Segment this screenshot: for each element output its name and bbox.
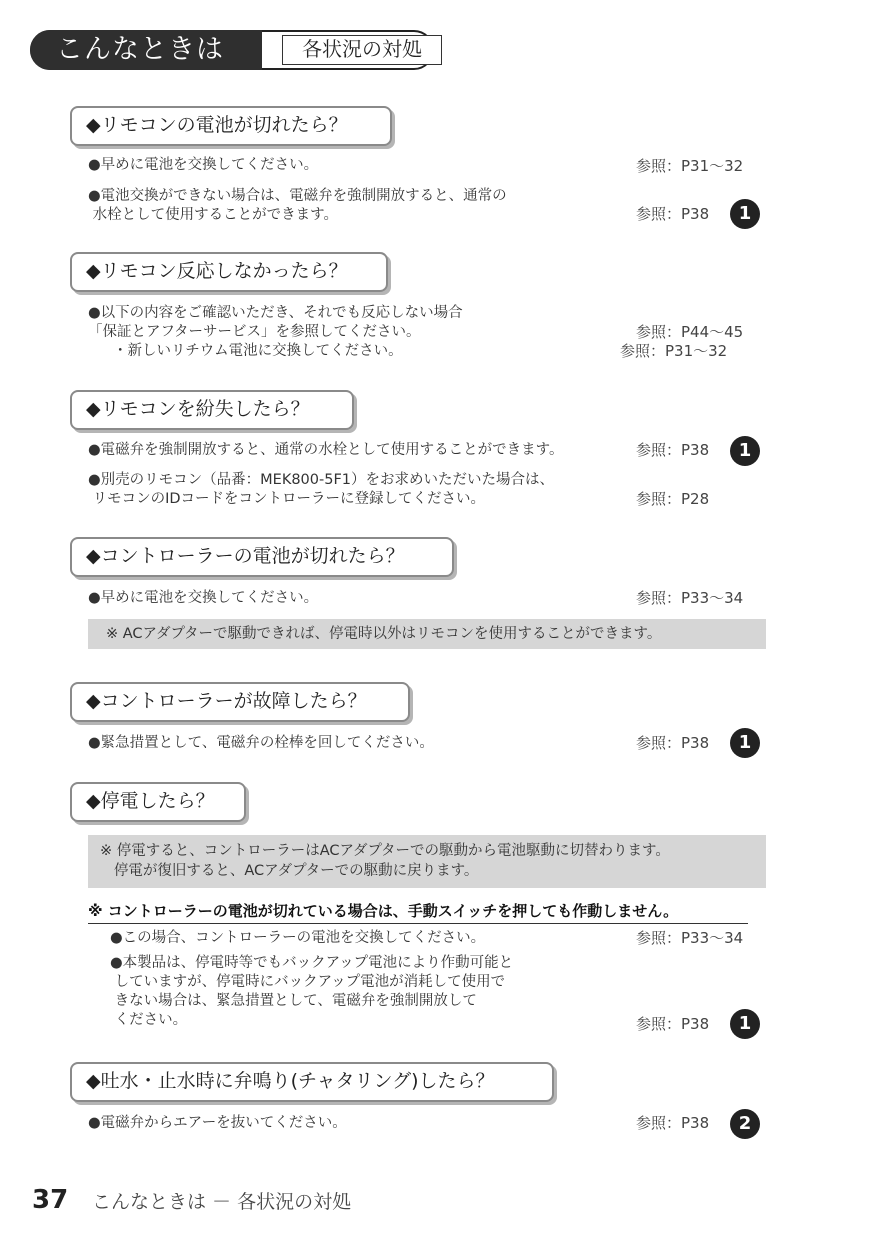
section-heading-remote-battery: ◆リモコンの電池が切れたら？ <box>70 106 392 146</box>
item-text: ・新しいリチウム電池に交換してください。 <box>113 343 403 359</box>
section-heading-valve-chattering: ◆吐水・止水時に弁鳴り(チャタリング)したら？ <box>70 1062 554 1102</box>
item-text: ●電池交換ができない場合は、電磁弁を強制開放すると、通常の 水栓として使用することができます。 <box>88 188 507 223</box>
step-number-badge: 1 <box>730 1009 760 1039</box>
item-text: ●電磁弁を強制開放すると、通常の水栓として使用することができます。 <box>88 442 564 458</box>
item-text: ●早めに電池を交換してください。 <box>88 157 319 173</box>
section-heading-power-outage: ◆停電したら？ <box>70 782 246 822</box>
item-text: ●本製品は、停電時等でもバックアップ電池により作動可能と していますが、停電時にバックアップ電池が消耗して使用で きない場合は、緊急措置として、電磁弁を強制開放して ください。 <box>110 955 514 1028</box>
page-reference: 参照：P44〜45 <box>636 323 744 341</box>
header-subtitle: 各状況の対処 <box>282 35 442 65</box>
page-reference: 参照：P31〜32 <box>636 157 744 175</box>
item-text: ●この場合、コントローラーの電池を交換してください。 <box>110 930 486 946</box>
note-box: ※ 停電すると、コントローラーはACアダプターでの駆動から電池駆動に切替わります。 停電が復旧すると、ACアダプターでの駆動に戻ります。 <box>88 835 766 888</box>
note-box: ※ ACアダプターで駆動できれば、停電時以外はリモコンを使用することができます。 <box>88 619 766 649</box>
step-number-badge: 1 <box>730 436 760 466</box>
item-text: ●別売のリモコン（品番：MEK800-5F1）をお求めいただいた場合は、 リモコンのIDコードをコントローラーに登録してください。 <box>88 472 555 507</box>
page-reference: 参照：P38 <box>636 205 710 223</box>
page-reference: 参照：P38 <box>636 441 710 459</box>
section-heading-controller-battery: ◆コントローラーの電池が切れたら？ <box>70 537 454 577</box>
header-tag: こんなときは <box>30 30 262 70</box>
step-number-badge: 1 <box>730 728 760 758</box>
page-number: 37 <box>32 1185 69 1215</box>
page-reference: 参照：P28 <box>636 490 710 508</box>
footer-text: こんなときは － 各状況の対処 <box>92 1191 352 1213</box>
item-text: ●以下の内容をご確認いただき、それでも反応しない場合 「保証とアフターサービス」を参照してください。 <box>88 305 463 340</box>
item-text: ●早めに電池を交換してください。 <box>88 590 319 606</box>
section-heading-controller-failure: ◆コントローラーが故障したら？ <box>70 682 410 722</box>
page-reference: 参照：P38 <box>636 1114 710 1132</box>
item-text: ●緊急措置として、電磁弁の栓棒を回してください。 <box>88 735 434 751</box>
page-reference: 参照：P38 <box>636 1015 710 1033</box>
warning-line: ※ コントローラーの電池が切れている場合は、手動スイッチを押しても作動しません。 <box>88 901 748 924</box>
page-reference: 参照：P33〜34 <box>636 929 744 947</box>
item-text: ●電磁弁からエアーを抜いてください。 <box>88 1115 347 1131</box>
page-reference: 参照：P31〜32 <box>620 342 728 360</box>
step-number-badge: 1 <box>730 199 760 229</box>
page-reference: 参照：P38 <box>636 734 710 752</box>
page-reference: 参照：P33〜34 <box>636 589 744 607</box>
step-number-badge: 2 <box>730 1109 760 1139</box>
page-header <box>30 30 440 74</box>
section-heading-remote-lost: ◆リモコンを紛失したら？ <box>70 390 354 430</box>
section-heading-remote-no-response: ◆リモコン反応しなかったら？ <box>70 252 388 292</box>
